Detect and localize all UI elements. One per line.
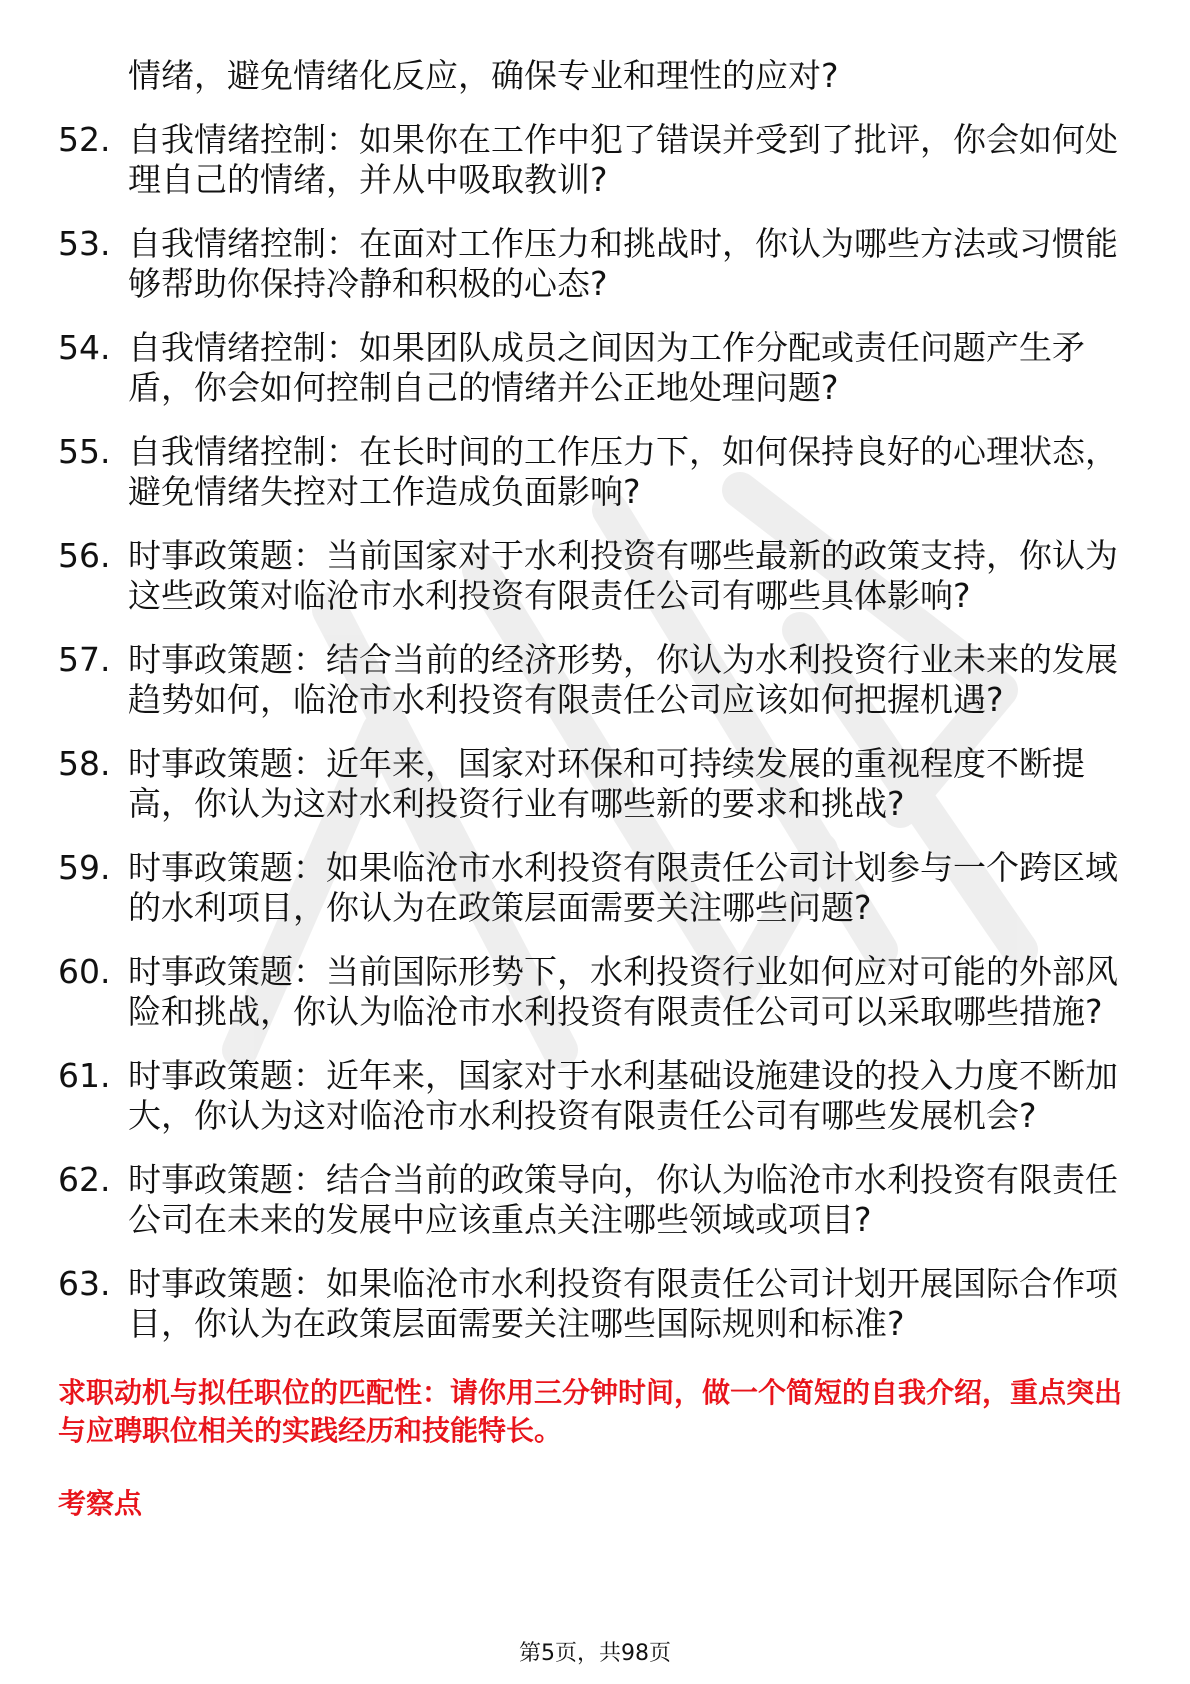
item-number: 59. (58, 848, 111, 887)
item-number: 53. (58, 224, 111, 263)
item-text: 自我情绪控制：如果你在工作中犯了错误并受到了批评，你会如何处理自己的情绪，并从中吸取教训? (128, 120, 1118, 199)
item-text: 时事政策题：当前国家对于水利投资有哪些最新的政策支持，你认为这些政策对临沧市水利投资有限责任公司有哪些具体影响? (128, 536, 1118, 615)
list-item (58, 328, 1130, 408)
item-number: 62. (58, 1160, 111, 1199)
item-text: 时事政策题：结合当前的政策导向，你认为临沧市水利投资有限责任公司在未来的发展中应该重点关注哪些领域或项目? (128, 1160, 1118, 1239)
list-item (58, 744, 1130, 824)
question-list (58, 56, 1130, 1522)
item-text: 时事政策题：如果临沧市水利投资有限责任公司计划开展国际合作项目，你认为在政策层面需要关注哪些国际规则和标准? (128, 1264, 1118, 1343)
item-number: 63. (58, 1264, 111, 1303)
item-text: 自我情绪控制：如果团队成员之间因为工作分配或责任问题产生矛盾，你会如何控制自己的情绪并公正地处理问题? (128, 328, 1085, 407)
list-item (58, 224, 1130, 304)
list-item (58, 1160, 1130, 1240)
item-text: 自我情绪控制：在面对工作压力和挑战时，你认为哪些方法或习惯能够帮助你保持冷静和积极的心态? (128, 224, 1118, 303)
item-number: 58. (58, 744, 111, 783)
list-item (58, 1056, 1130, 1136)
item-number: 54. (58, 328, 111, 367)
list-item (58, 848, 1130, 928)
list-item (58, 432, 1130, 512)
item-text: 时事政策题：结合当前的经济形势，你认为水利投资行业未来的发展趋势如何，临沧市水利投资有限责任公司应该如何把握机遇? (128, 640, 1118, 719)
continuation-text: 情绪，避免情绪化反应，确保专业和理性的应对? (128, 56, 839, 95)
item-number: 60. (58, 952, 111, 991)
item-number: 55. (58, 432, 111, 471)
list-item (58, 640, 1130, 720)
section-label: 考察点 (58, 1487, 143, 1520)
item-number: 52. (58, 120, 111, 159)
page-footer: 第5页，共98页 (519, 1641, 671, 1666)
list-item (58, 120, 1130, 200)
item-number: 56. (58, 536, 111, 575)
item-text: 时事政策题：近年来，国家对环保和可持续发展的重视程度不断提高，你认为这对水利投资行业有哪些新的要求和挑战? (128, 744, 1085, 823)
item-number: 57. (58, 640, 111, 679)
list-item (58, 536, 1130, 616)
item-number: 61. (58, 1056, 111, 1095)
highlight-question: 求职动机与拟任职位的匹配性：请你用三分钟时间，做一个简短的自我介绍，重点突出与应聘职位相关的实践经历和技能特长。 (58, 1376, 1123, 1447)
item-text: 时事政策题：当前国际形势下，水利投资行业如何应对可能的外部风险和挑战，你认为临沧市水利投资有限责任公司可以采取哪些措施? (128, 952, 1118, 1031)
item-text: 时事政策题：如果临沧市水利投资有限责任公司计划参与一个跨区域的水利项目，你认为在政策层面需要关注哪些问题? (128, 848, 1118, 927)
list-item (58, 952, 1130, 1032)
item-text: 自我情绪控制：在长时间的工作压力下，如何保持良好的心理状态，避免情绪失控对工作造成负面影响? (128, 432, 1118, 511)
list-item (58, 1264, 1130, 1344)
item-text: 时事政策题：近年来，国家对于水利基础设施建设的投入力度不断加大，你认为这对临沧市水利投资有限责任公司有哪些发展机会? (128, 1056, 1118, 1135)
